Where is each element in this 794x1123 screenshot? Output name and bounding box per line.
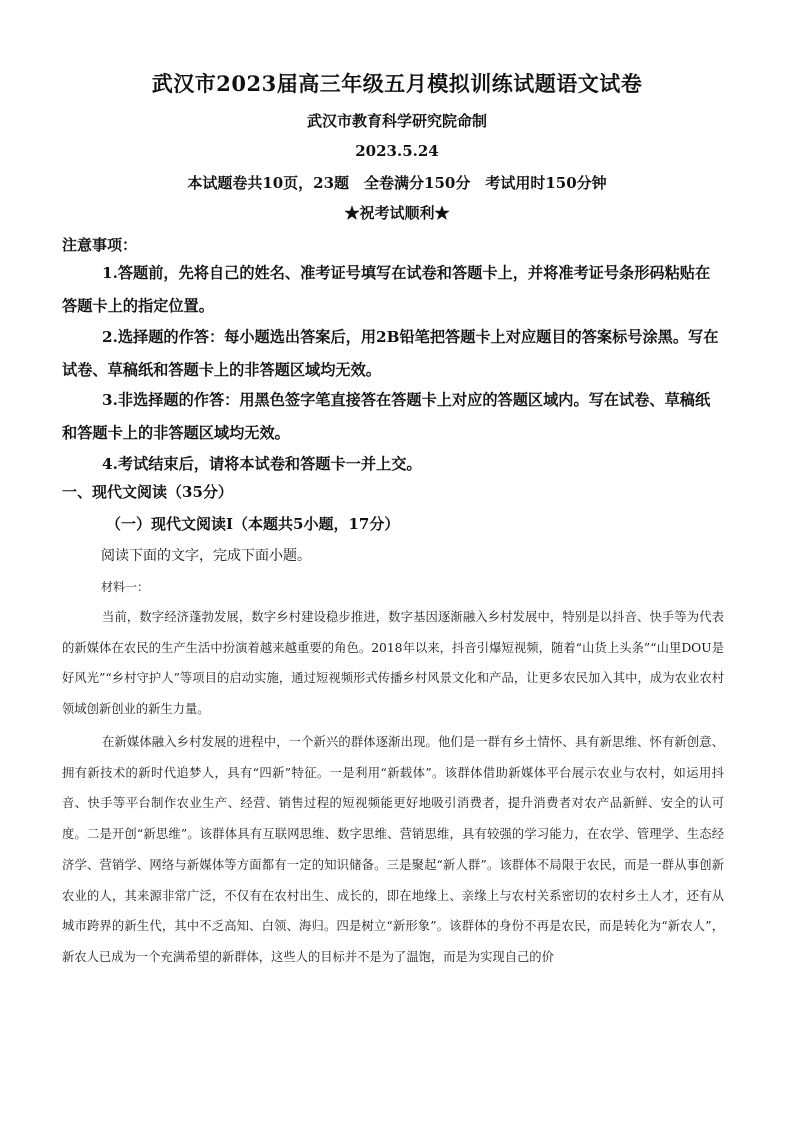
notes-heading: 注意事项： bbox=[62, 236, 138, 254]
exam-date: 2023.5.24 bbox=[355, 142, 439, 160]
note-item-1: 1.答题前，先将自己的姓名、准考证号填写在试卷和答题卡上，并将准考证号条形码粘贴在答题卡上的指定位置。 bbox=[62, 264, 711, 315]
material-paragraph-1: 当前，数字经济蓬勃发展，数字乡村建设稳步推进，数字基因逐渐融入乡村发展中，特别是以抖音、快手等为代表的新媒体在农民的生产生活中扮演着越来越重要的角色。2018年以来，抖音引爆短视频，随着“山货上头条”“山里DOU是好风光”“乡村守护人”等项目的启动实施，通过短视频形式传播乡村风景文化和产品，让更多农民加入其中，成为农业农村领域创新创业的新生力量。 bbox=[62, 610, 724, 717]
note-item-4: 4.考试结束后，请将本试卷和答题卡一并上交。 bbox=[102, 455, 422, 473]
section-subheading: （一）现代文阅读Ⅰ（本题共5小题，17分） bbox=[106, 515, 400, 533]
section-heading: 一、现代文阅读（35分） bbox=[62, 483, 233, 501]
reading-instruction: 阅读下面的文字，完成下面小题。 bbox=[101, 548, 311, 564]
exam-wish: ★祝考试顺利★ bbox=[344, 204, 450, 222]
exam-author: 武汉市教育科学研究院命制 bbox=[306, 112, 487, 130]
note-item-3: 3.非选择题的作答：用黑色签字笔直接答在答题卡上对应的答题区域内。写在试卷、草稿纸和答题卡上的非答题区域均无效。 bbox=[62, 391, 711, 442]
exam-title: 武汉市2023届高三年级五月模拟训练试题语文试卷 bbox=[151, 71, 643, 96]
exam-info: 本试题卷共10页，23题 全卷满分150分 考试用时150分钟 bbox=[187, 174, 607, 192]
note-item-2: 2.选择题的作答：每小题选出答案后，用2B铅笔把答题卡上对应题目的答案标号涂黑。写在试卷、草稿纸和答题卡上的非答题区域均无效。 bbox=[62, 328, 719, 379]
material-paragraph-2: 在新媒体融入乡村发展的进程中，一个新兴的群体逐渐出现。他们是一群有乡土情怀、具有新思维、怀有新创意、拥有新技术的新时代追梦人，具有“四新”特征。一是利用“新载体”。该群体借助新媒体平台展示农业与农村，如运用抖音、快手等平台制作农业生产、经营、销售过程的短视频能更好地吸引消费者，提升消费者对农产品新鲜、安全的认可度。二是开创“新思维”。该群体具有互联网思维、数字思维、营销思维，具有较强的学习能力，在农学、管理学、生态经济学、营销学、网络与新媒体等方面都有一定的知识储备。三是聚起“新人群”。该群体不局限于农民，而是一群从事创新农业的人，其来源非常广泛，不仅有在农村出生、成长的，即在地缘上、亲缘上与农村关系密切的农村乡土人才，还有从城市跨界的新生代，其中不乏高知、白领、海归。四是树立“新形象”。该群体的身份不再是农民，而是转化为“新农人”，新农人已成为一个充满希望的新群体，这些人的目标并不是为了温饱，而是为实现自己的价 bbox=[62, 735, 724, 964]
material-label: 材料一： bbox=[101, 580, 150, 594]
